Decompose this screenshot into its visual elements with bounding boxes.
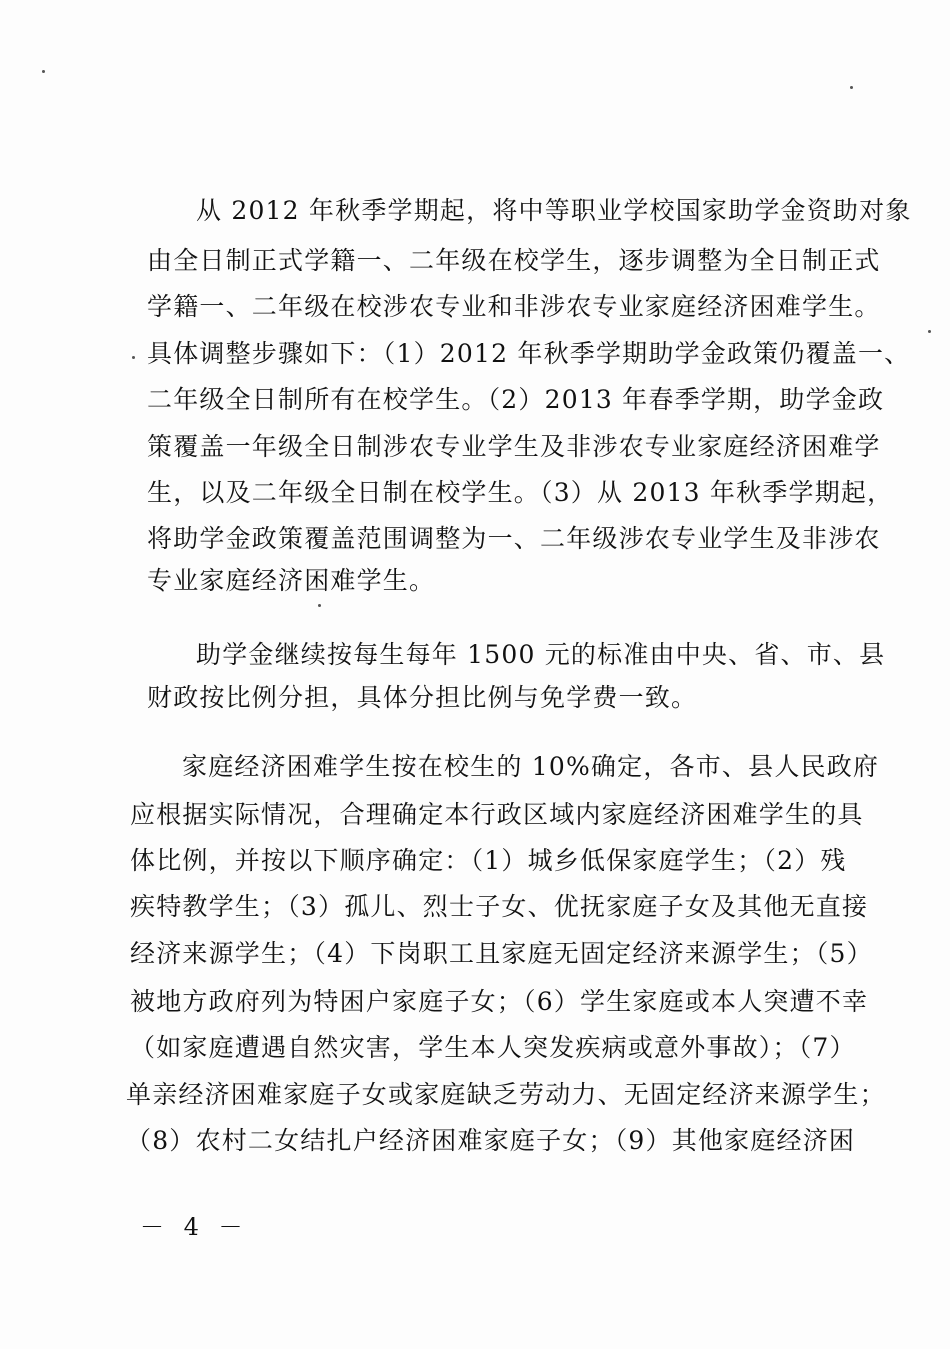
paragraph-1-line-4: 具体调整步骤如下：（1）2012 年秋季学期助学金政策仍覆盖一、: [147, 339, 911, 368]
scan-speck: [850, 86, 853, 89]
page-number: － 4 －: [140, 1213, 249, 1241]
scan-speck: [928, 330, 931, 333]
paragraph-3-line-2: 应根据实际情况，合理确定本行政区域内家庭经济困难学生的具: [130, 800, 864, 829]
paragraph-1-line-7: 生，以及二年级全日制在校学生。（3）从 2013 年秋季学期起，: [147, 478, 894, 507]
paragraph-1-line-6: 策覆盖一年级全日制涉农专业学生及非涉农专业家庭经济困难学: [147, 432, 881, 461]
paragraph-3-line-9: （8）农村二女结扎户经济困难家庭子女；（9）其他家庭经济困: [126, 1126, 856, 1155]
paragraph-2-line-1: 助学金继续按每生每年 1500 元的标准由中央、省、市、县: [196, 640, 886, 669]
paragraph-1-line-1: 从 2012 年秋季学期起，将中等职业学校国家助学金资助对象: [196, 196, 912, 225]
paragraph-3-line-4: 疾特教学生；（3）孤儿、烈士子女、优抚家庭子女及其他无直接: [130, 892, 869, 921]
paragraph-1-line-5: 二年级全日制所有在校学生。（2）2013 年春季学期，助学金政: [147, 385, 885, 414]
scan-speck: [42, 70, 45, 73]
paragraph-3-line-6: 被地方政府列为特困户家庭子女；（6）学生家庭或本人突遭不幸: [130, 987, 869, 1016]
paragraph-2-line-2: 财政按比例分担，具体分担比例与免学费一致。: [147, 683, 698, 712]
paragraph-3-line-7: （如家庭遭遇自然灾害，学生本人突发疾病或意外事故）；（7）: [130, 1033, 856, 1062]
paragraph-1-line-9: 专业家庭经济困难学生。: [147, 566, 436, 595]
scan-speck: [132, 356, 135, 359]
paragraph-1-line-2: 由全日制正式学籍一、二年级在校学生，逐步调整为全日制正式: [147, 246, 881, 275]
paragraph-3-line-1: 家庭经济困难学生按在校生的 10%确定，各市、县人民政府: [182, 752, 880, 781]
paragraph-3-line-5: 经济来源学生；（4）下岗职工且家庭无固定经济来源学生；（5）: [130, 939, 873, 968]
paragraph-3-line-8: 单亲经济困难家庭子女或家庭缺乏劳动力、无固定经济来源学生；: [126, 1080, 886, 1109]
paragraph-1-line-3: 学籍一、二年级在校涉农专业和非涉农专业家庭经济困难学生。: [147, 292, 881, 321]
scan-speck: [318, 604, 321, 607]
paragraph-1-line-8: 将助学金政策覆盖范围调整为一、二年级涉农专业学生及非涉农: [147, 524, 881, 553]
paragraph-3-line-3: 体比例，并按以下顺序确定：（1）城乡低保家庭学生；（2）残: [130, 846, 847, 875]
